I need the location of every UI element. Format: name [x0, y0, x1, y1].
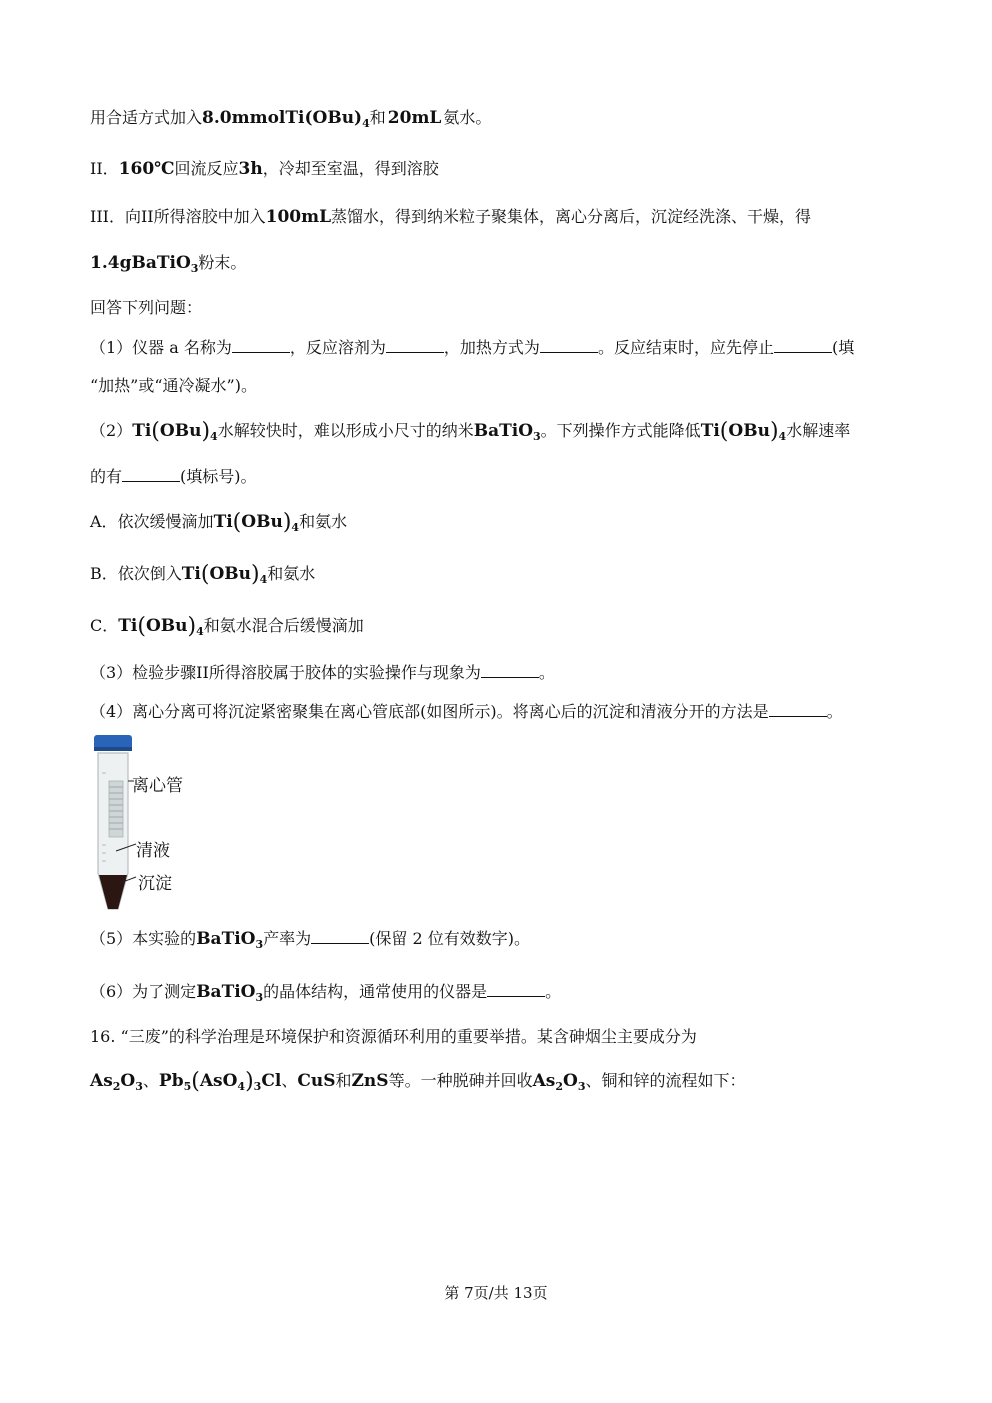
label-precipitate: 沉淀 — [138, 874, 172, 894]
step-iii-cont: 1.4gBaTiO$_3$粉末。 — [90, 253, 247, 275]
question-1-cont: “加热”或“通冷凝水”)。 — [90, 376, 257, 395]
question-1: （1）仪器 a 名称为 ，反应溶剂为 ，加热方式为 。反应结束时，应先停止 (填 — [90, 338, 855, 357]
step-ii: II．160℃回流反应3h，冷却至室温，得到溶胶 — [90, 159, 439, 179]
answer-blank[interactable] — [232, 338, 290, 353]
option-a: A．依次缓慢滴加$Ti(OBu)_4$和氨水 — [90, 510, 348, 535]
instructions: 回答下列问题： — [90, 298, 203, 317]
page-number: 第 7页/共 13页 — [444, 1284, 548, 1302]
step-iii: III．向II所得溶胶中加入100mL蒸馏水，得到纳米粒子聚集体，离心分离后，沉淀经洗涤、干燥，得 — [90, 207, 812, 227]
problem-16-cont: $As_2O_3$、$Pb_5(AsO_4)_3Cl$、CuS和ZnS等。一种脱砷并回收$As_2O_3$、铜和锌的流程如下： — [90, 1069, 746, 1094]
answer-blank[interactable] — [481, 663, 539, 678]
answer-blank[interactable] — [540, 338, 598, 353]
question-2-cont: 的有 (填标号)。 — [90, 467, 257, 486]
answer-blank[interactable] — [774, 338, 832, 353]
option-c: C．$Ti(OBu)_4$和氨水混合后缓慢滴加 — [90, 614, 364, 639]
label-clear-liquid: 清液 — [136, 841, 170, 861]
text-line-1: 用合适方式加入$8.0mmolTi(OBu)_4$和 20mL 氨水。 — [90, 108, 492, 130]
answer-blank[interactable] — [386, 338, 444, 353]
problem-16: 16. “三废”的科学治理是环境保护和资源循环利用的重要举措。某含砷烟尘主要成分为 — [90, 1027, 697, 1046]
option-b: B．依次倒入$Ti(OBu)_4$和氨水 — [90, 562, 316, 587]
question-4: （4）离心分离可将沉淀紧密聚集在离心管底部(如图所示)。将离心后的沉淀和清液分开的方法是 。 — [90, 702, 843, 721]
answer-blank[interactable] — [769, 702, 827, 717]
question-6: （6）为了测定BaTiO$_3$的晶体结构，通常使用的仪器是 。 — [90, 982, 562, 1004]
answer-blank[interactable] — [122, 467, 180, 482]
question-2: $(2)Ti(OBu)_4$水解较快时，难以形成小尺寸的纳米BaTiO$_3$。下列操作方式能降低$Ti(OBu)_4$水解速率 — [90, 419, 851, 444]
answer-blank[interactable] — [487, 982, 545, 997]
label-tube: 离心管 — [132, 776, 183, 796]
question-5: （5）本实验的BaTiO$_3$产率为 (保留 2 位有效数字)。 — [90, 929, 531, 951]
centrifuge-tube-figure — [90, 733, 200, 913]
answer-blank[interactable] — [311, 929, 369, 944]
question-3: （3）检验步骤II所得溶胶属于胶体的实验操作与现象为 。 — [90, 663, 555, 682]
